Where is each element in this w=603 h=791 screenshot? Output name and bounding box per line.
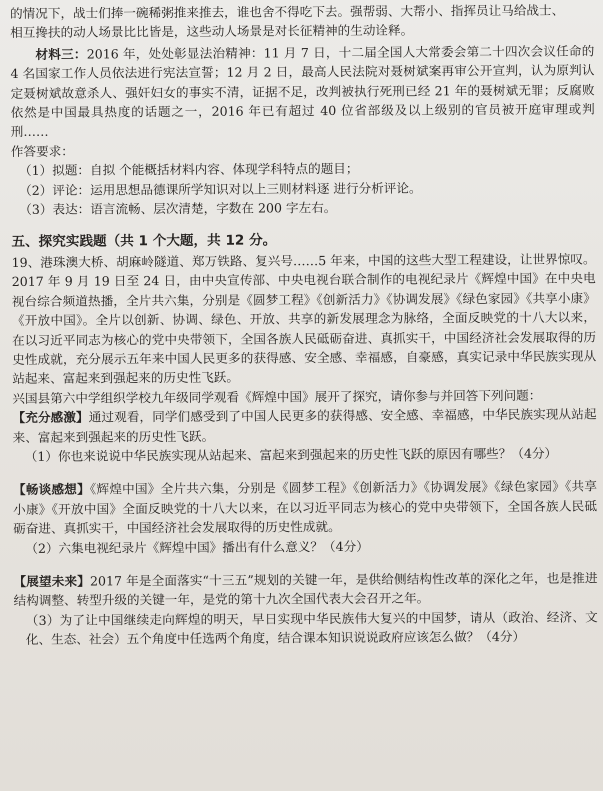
- requirement-item: （1）拟题：自拟 个能概括材料内容、体现学科特点的题目；: [18, 161, 359, 179]
- part-3-text: 2017 年是全面落实“十三五”规划的关键一年，是供给侧结构性改革的深化之年，也是推进结构调整、转型升级的关键一年，是党的第十九次全国代表大会召开之年。: [13, 570, 598, 609]
- part-1-question: （1）你也来说说中华民族实现从站起来、富起来到强起来的历史性飞跃的原因有哪些？（4分）: [24, 445, 558, 464]
- material-three-label: 材料三：: [35, 46, 87, 62]
- exam-content: [10, 0, 598, 649]
- part-2-text: 《辉煌中国》全片共六集，分别是《圆梦工程》《创新活力》《协调发展》《绿色家园》《共享小康》《开放中国》全面反映党的十八大以来，在以习近平同志为核心的党中央带领下，全国各族人民砥砺奋进、真抓实干，中国经济社会发展取得的历史性成就。: [13, 478, 598, 537]
- part-3-block: [13, 568, 597, 610]
- part-2-question: （2）六集电视纪录片《辉煌中国》播出有什么意义？（4分）: [25, 538, 369, 556]
- material-three: [10, 41, 595, 142]
- requirements-title: 作答要求：: [10, 143, 74, 159]
- intro-line-1: 的情况下，战士们捧一碗稀粥推来推去，谁也舍不得吃下去。强帮弱、大帮小、指挥员让马给战士、: [10, 2, 565, 21]
- part-1-text: 通过观看，同学们感受到了中国人民更多的获得感、安全感、幸福感，中华民族实现从站起来、富起来到强起来的历史性飞跃。: [12, 406, 597, 445]
- intro-line-2: 相互搀扶的动人场景比比皆是，这些动人场景是对长征精神的生动诠释。: [10, 22, 414, 41]
- requirement-item: （3）表达：语言流畅、层次清楚，字数在 200 字左右。: [19, 200, 337, 218]
- part-1-label: 【充分感激】: [12, 409, 89, 426]
- section-five-title: 五、探究实践题（共 1 个大题，共 12 分。: [11, 232, 277, 251]
- part-1-block: [12, 405, 596, 447]
- question-19-text: 19、港珠澳大桥、胡麻岭隧道、郑万铁路、复兴号……5 年来，中国的这些大型工程建设，让世界惊叹。2017 年 9 月 19 日至 24 日，由中央宣传部、中央电视台联合制作的电视纪录片《辉煌中国》在中央电视台综合频道热播，全片共六集，分别是《圆梦工程》《创新活力》《协调发展》《绿色家园》《共享小康》《开放中国》。全片以创新、协调、绿色、开放、共享的新发展理念为脉络，全面反映党的十八大以来，在以习近平同志为核心的党中央带领下，全国各族人民砥砺奋进、真抓实干，中国经济社会发展取得的历史性成就，充分展示五年来中国人民更多的获得感、安全感、幸福感，自豪感，真实记录中华民族实现从站起来、富起来到强起来的历史性飞跃。: [11, 251, 597, 387]
- question-19-intro: 兴国县第六中学组织学校九年级同学观看《辉煌中国》展开了探究，请你参与并回答下列问题：: [12, 387, 542, 406]
- requirement-item: （2）评论：运用思想品德课所学知识对以上三则材料逐 进行分析评论。: [19, 180, 422, 198]
- part-2-label: 【畅谈感想】: [12, 481, 90, 498]
- material-three-text: 2016 年，处处彰显法治精神：11 月 7 日，十二届全国人大常委会第二十四次会议任命的 4 名国家工作人员依法进行宪法宣誓；12 月 2 日，最高人民法院对聂树斌案再审公开宣判，认为原判认定聂树斌故意杀人、强奸妇女的事实不清，证据不足，改判被执行死刑已经 21 年的聂树斌无罪；反腐败依然是中国最具热度的话题之一，2016 年已有超过 40 位省部级及以上级别的官员被开庭审理或判刑……: [10, 43, 595, 140]
- part-3-question: （3）为了让中国继续走向辉煌的明天，早日实现中华民族伟大复兴的中国梦，请从（政治、经济、文化、生态、社会）五个角度中任选两个角度，结合课本知识说说政府应该怎么做？（4分）: [25, 609, 598, 648]
- part-2-block: [13, 477, 597, 539]
- part-3-label: 【展望未来】: [13, 573, 90, 589]
